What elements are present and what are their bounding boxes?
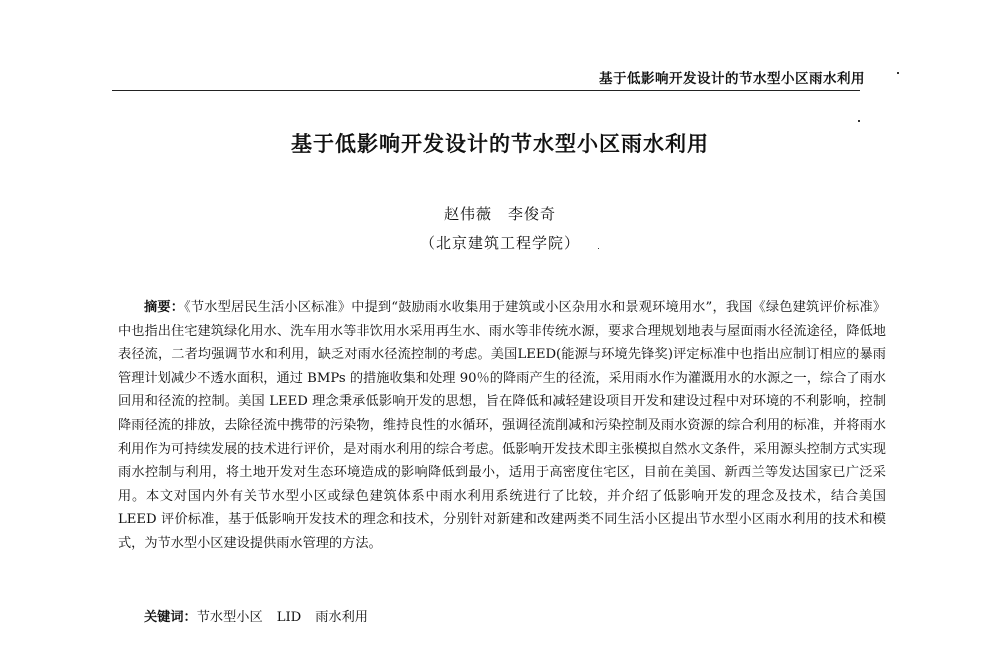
- header-rule: [112, 90, 860, 91]
- keywords: [144, 606, 382, 629]
- keyword-1: 节水型小区: [196, 610, 263, 625]
- keyword-3: 雨水利用: [315, 610, 368, 625]
- scan-speck: [598, 248, 599, 249]
- abstract-text: 《节水型居民生活小区标准》中提到“鼓励雨水收集用于建筑或小区杂用水和景观环境用水”，我国《绿色建筑评价标准》中也指出住宅建筑绿化用水、洗车用水等非饮用水采用再生水、雨水等非传统水源，要求合理规划地表与屋面雨水径流途径，降低地表径流，二者均强调节水和利用，缺乏对雨水径流控制的考虑。美国LEED(能源与环境先锋奖)评定标准中也指出应制订相应的暴雨管理计划减少不透水面积，通过 BMPs 的措施收集和处理 90％的降雨产生的径流，采用雨水作为灌溉用水的水源之一，综合了雨水回用和径流的控制。美国 LEED 理念秉承低影响开发的思想，旨在降低和减轻建设项目开发和建设过程中对环境的不利影响，控制降雨径流的排放，去除径流中携带的污染物，维持良性的水循环，强调径流削减和污染控制及雨水资源的综合利用的标准，并将雨水利用作为可持续发展的技术进行评价，是对雨水利用的综合考虑。低影响开发技术即主张模拟自然水文条件，采用源头控制方式实现雨水控制与利用，将土地开发对生态环境造成的影响降低到最小，适用于高密度住宅区，目前在美国、新西兰等发达国家已广泛采用。本文对国内外有关节水型小区或绿色建筑体系中雨水利用系统进行了比较，并介绍了低影响开发的理念及技术，结合美国 LEED 评价标准，基于低影响开发技术的理念和技术，分别针对新建和改建两类不同生活小区提出节水型小区雨水利用的技术和模式，为节水型小区建设提供雨水管理的方法。: [118, 300, 886, 551]
- abstract: [118, 296, 886, 556]
- scan-speck: [897, 72, 899, 74]
- abstract-label: 摘要：: [144, 300, 185, 315]
- affiliation: （北京建筑工程学院）: [419, 234, 580, 252]
- paper-title: 基于低影响开发设计的节水型小区雨水利用: [291, 131, 709, 156]
- keyword-2: LID: [276, 610, 302, 625]
- authors: 赵伟薇 李俊奇: [443, 205, 556, 223]
- keywords-label: 关键词：: [144, 610, 197, 625]
- running-header: 基于低影响开发设计的节水型小区雨水利用: [599, 71, 865, 87]
- scan-speck: [858, 120, 860, 122]
